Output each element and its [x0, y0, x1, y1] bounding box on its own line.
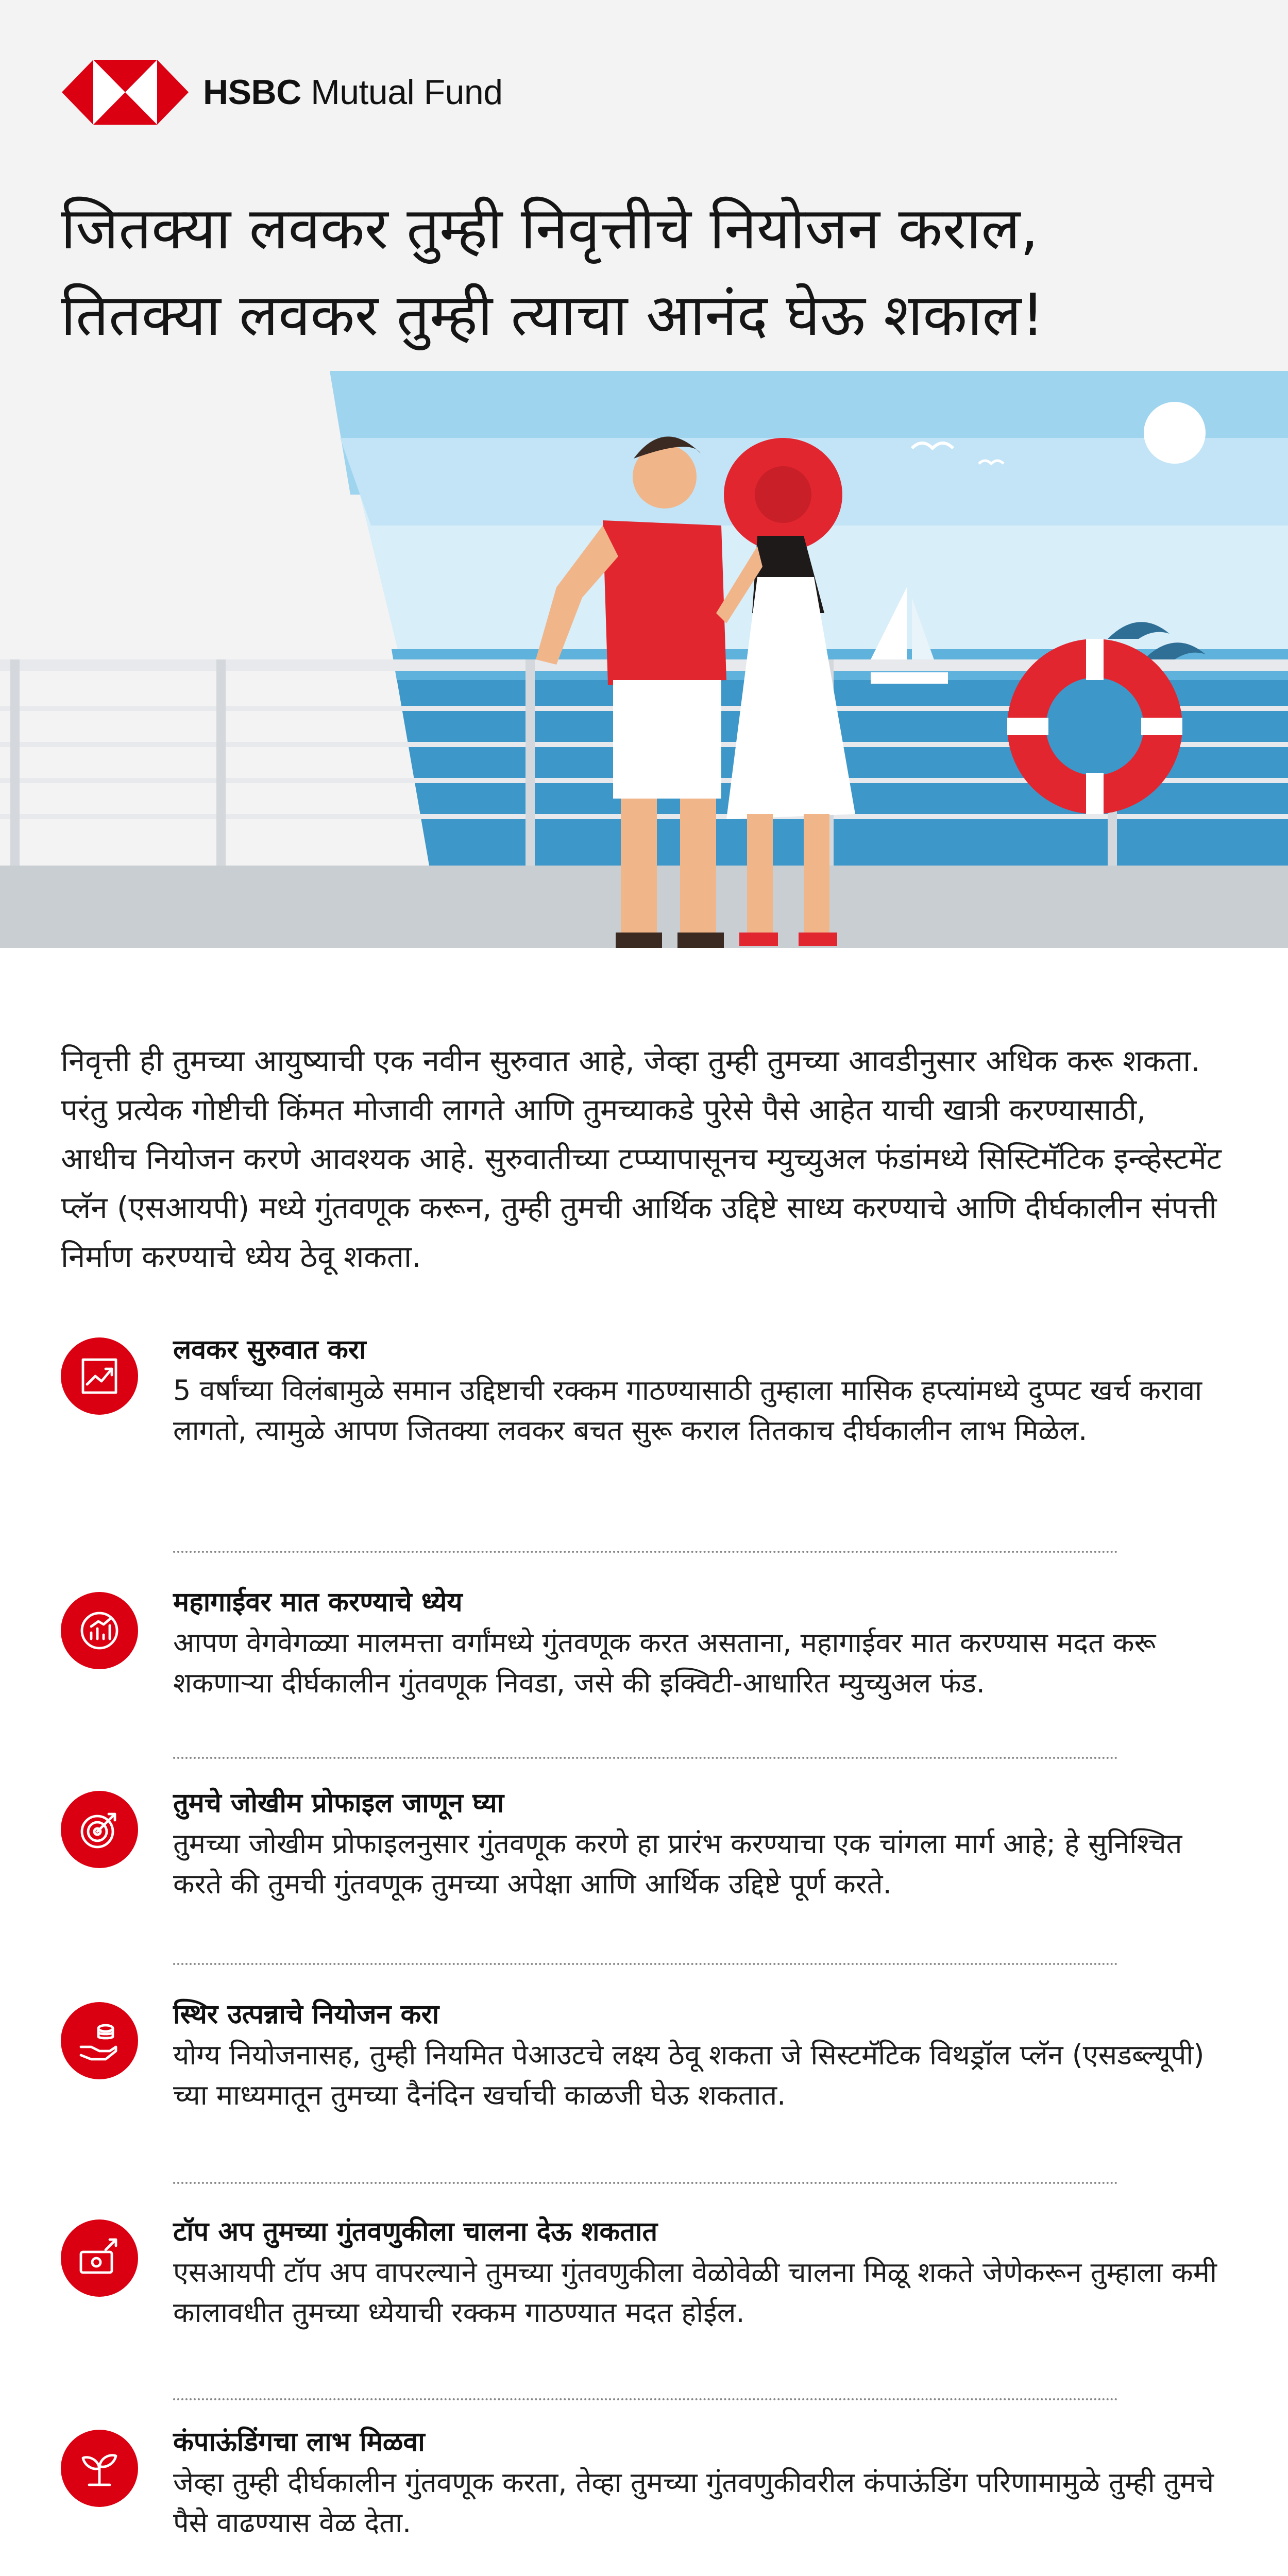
- headline: [61, 185, 1235, 359]
- tip-body: आपण वेगवेगळ्या मालमत्ता वर्गांमध्ये गुंतवणूक करत असताना, महागाईवर मात करण्यास मदत करू शकणाऱ्या दीर्घकालीन गुंतवणूक निवडा, जसे की इक्विटी-आधारित म्युच्युअल फंड.: [173, 1626, 1156, 1699]
- cruise-couple-illustration: [0, 371, 1288, 948]
- hero-section: [0, 0, 1288, 948]
- tip-title: स्थिर उत्पन्नाचे नियोजन करा: [173, 1999, 439, 2030]
- hand-coins-icon: [61, 2002, 138, 2079]
- tip-body: तुमच्या जोखीम प्रोफाइलनुसार गुंतवणूक करणे हा प्रारंभ करण्याचा एक चांगला मार्ग आहे; हे सुनिश्चित करते की तुमची गुंतवणूक तुमच्या अपेक्षा आणि आर्थिक उद्दिष्टे पूर्ण करते.: [173, 1827, 1182, 1900]
- tip-compounding: [61, 2421, 1230, 2543]
- brand-name-bold: HSBC: [203, 73, 301, 112]
- target-icon: [61, 1791, 138, 1868]
- tip-body: एसआयपी टॉप अप वापरल्याने तुमच्या गुंतवणुकीला वेळोवेळी चालना मिळू शकते जेणेकरून तुम्हाला कमी कालावधीत तुमच्या ध्येयाची रक्कम गाठण्यात मदत होईल.: [173, 2256, 1217, 2329]
- brand-name: [203, 72, 503, 112]
- hsbc-logo[interactable]: [62, 54, 503, 131]
- headline-line-2: तितक्या लवकर तुम्ही त्याचा आनंद घेऊ शकाल!: [61, 282, 1045, 349]
- cash-up-icon: [61, 2219, 138, 2297]
- tip-divider: [173, 1551, 1118, 1553]
- tip-title: महागाईवर मात करण्याचे ध्येय: [173, 1587, 463, 1618]
- tip-body: 5 वर्षांच्या विलंबामुळे समान उद्दिष्टाची रक्कम गाठण्यासाठी तुम्हाला मासिक हप्त्यांमध्ये दुप्पट खर्च करावा लागतो, त्यामुळे आपण जितक्या लवकर बचत सुरू कराल तितकाच दीर्घकालीन लाभ मिळेल.: [173, 1374, 1202, 1447]
- tip-divider: [173, 2398, 1118, 2400]
- tip-title: टॉप अप तुमच्या गुंतवणुकीला चालना देऊ शकतात: [173, 2216, 658, 2247]
- tip-body: योग्य नियोजनासह, तुम्ही नियमित पेआउटचे लक्ष्य ठेवू शकता जे सिस्टमॅटिक विथड्रॉल प्लॅन (एसडब्ल्यूपी) च्या माध्यमातून तुमच्या दैनंदिन खर्चाची काळजी घेऊ शकतात.: [173, 2039, 1205, 2111]
- tip-divider: [173, 2182, 1118, 2184]
- tip-beat-inflation: [61, 1582, 1230, 1703]
- tip-divider: [173, 1757, 1118, 1759]
- tip-risk-profile: [61, 1783, 1230, 1904]
- intro-paragraph: निवृत्ती ही तुमच्या आयुष्याची एक नवीन सुरुवात आहे, जेव्हा तुम्ही तुमच्या आवडीनुसार अधिक करू शकता. परंतु प्रत्येक गोष्टीची किंमत मोजावी लागते आणि तुमच्याकडे पुरेसे पैसे आहेत याची खात्री करण्यासाठी, आधीच नियोजन करणे आवश्यक आहे. सुरुवातीच्या टप्प्यापासूनच म्युच्युअल फंडांमध्ये सिस्टिमॅटिक इन्व्हेस्टमेंट प्लॅन (एसआयपी) मध्ये गुंतवणूक करून, तुम्ही तुमची आर्थिक उद्दिष्टे साध्य करण्याचे आणि दीर्घकालीन संपत्ती निर्माण करण्याचे ध्येय ठेवू शकता.: [61, 1043, 1222, 1274]
- tip-stable-income: [61, 1994, 1230, 2115]
- hsbc-hexagon-icon: [62, 60, 189, 125]
- tip-start-early: [61, 1329, 1230, 1451]
- tip-title: कंपाऊंडिंगचा लाभ मिळवा: [173, 2427, 425, 2458]
- brand-name-rest: Mutual Fund: [301, 73, 503, 112]
- sprout-icon: [61, 2430, 138, 2507]
- tip-title: लवकर सुरुवात करा: [173, 1334, 366, 1365]
- headline-line-1: जितक्या लवकर तुम्ही निवृत्तीचे नियोजन कराल,: [61, 195, 1039, 262]
- tip-top-up: [61, 2211, 1230, 2333]
- tip-divider: [173, 1963, 1118, 1965]
- tip-body: जेव्हा तुम्ही दीर्घकालीन गुंतवणूक करता, तेव्हा तुमच्या गुंतवणुकीवरील कंपाऊंडिंग परिणामामुळे तुम्ही तुमचे पैसे वाढण्यास वेळ देता.: [173, 2466, 1214, 2539]
- inflation-chart-icon: [61, 1592, 138, 1669]
- tip-title: तुमचे जोखीम प्रोफाइल जाणून घ्या: [173, 1788, 504, 1819]
- growth-chart-icon: [61, 1337, 138, 1415]
